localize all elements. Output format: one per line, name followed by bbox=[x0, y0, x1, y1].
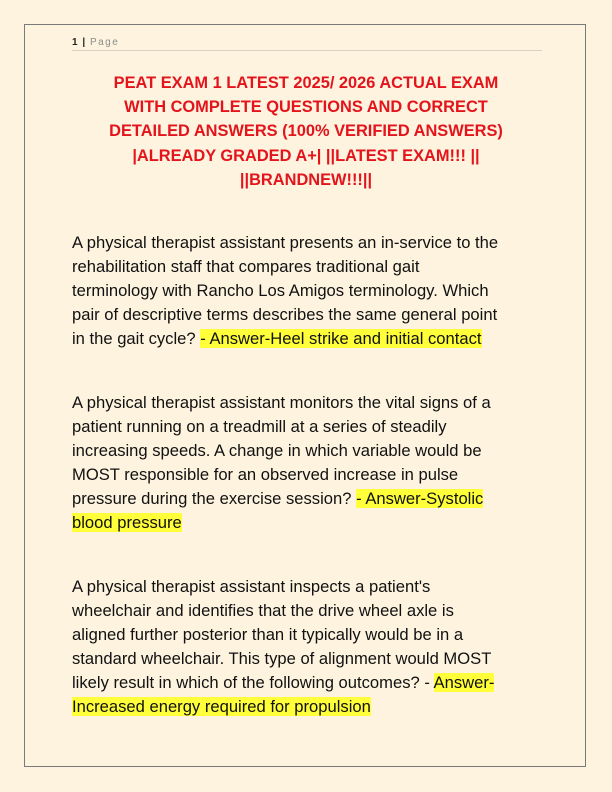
answer-line bbox=[72, 511, 542, 535]
question-line: aligned further posterior than it typically would be in a bbox=[72, 625, 464, 644]
question-block-1 bbox=[72, 231, 542, 351]
question-line: terminology with Rancho Los Amigos terminology. Which bbox=[72, 281, 489, 300]
document-title bbox=[72, 71, 540, 192]
answer-highlight: Answer- bbox=[433, 673, 495, 692]
title-line: PEAT EXAM 1 LATEST 2025/ 2026 ACTUAL EXAM bbox=[113, 74, 499, 92]
page-separator: | bbox=[82, 37, 86, 48]
title-line: ||BRANDNEW!!!|| bbox=[239, 170, 373, 189]
question-line: A physical therapist assistant presents an in-service to the bbox=[72, 233, 499, 252]
answer-highlight: blood pressure bbox=[72, 513, 182, 532]
page-header bbox=[72, 36, 542, 51]
question-line: wheelchair and identifies that the drive wheel axle is bbox=[72, 601, 454, 620]
question-line: standard wheelchair. This type of alignment would MOST bbox=[72, 649, 492, 668]
title-line: |ALREADY GRADED A+| ||LATEST EXAM!!! || bbox=[132, 146, 480, 165]
question-block-3 bbox=[72, 575, 542, 719]
question-text: likely result in which of the following outcomes? - bbox=[72, 673, 434, 692]
question-text: in the gait cycle? bbox=[72, 329, 201, 348]
question-line-with-answer bbox=[72, 327, 542, 351]
question-line: increasing speeds. A change in which variable would be bbox=[72, 441, 482, 460]
question-line: rehabilitation staff that compares traditional gait bbox=[72, 257, 420, 276]
page-number: 1 bbox=[72, 37, 78, 48]
title-line: WITH COMPLETE QUESTIONS AND CORRECT bbox=[124, 98, 488, 117]
page-label: Page bbox=[89, 37, 120, 48]
answer-highlight: - Answer-Systolic bbox=[356, 489, 484, 508]
question-line: A physical therapist assistant monitors the vital signs of a bbox=[72, 393, 491, 412]
answer-highlight: Increased energy required for propulsion bbox=[72, 697, 371, 716]
question-line: patient running on a treadmill at a series of steadily bbox=[72, 417, 447, 436]
answer-highlight: - Answer-Heel strike and initial contact bbox=[200, 329, 482, 348]
question-text: pressure during the exercise session? bbox=[72, 489, 357, 508]
question-line: A physical therapist assistant inspects a patient's bbox=[72, 577, 431, 596]
question-line: MOST responsible for an observed increase in pulse bbox=[72, 465, 459, 484]
question-line-with-answer bbox=[72, 487, 542, 511]
question-block-2 bbox=[72, 391, 542, 535]
answer-line bbox=[72, 695, 542, 719]
question-line-with-answer bbox=[72, 671, 542, 695]
question-line: pair of descriptive terms describes the same general point bbox=[72, 305, 498, 324]
title-line: DETAILED ANSWERS (100% VERIFIED ANSWERS) bbox=[109, 122, 503, 141]
